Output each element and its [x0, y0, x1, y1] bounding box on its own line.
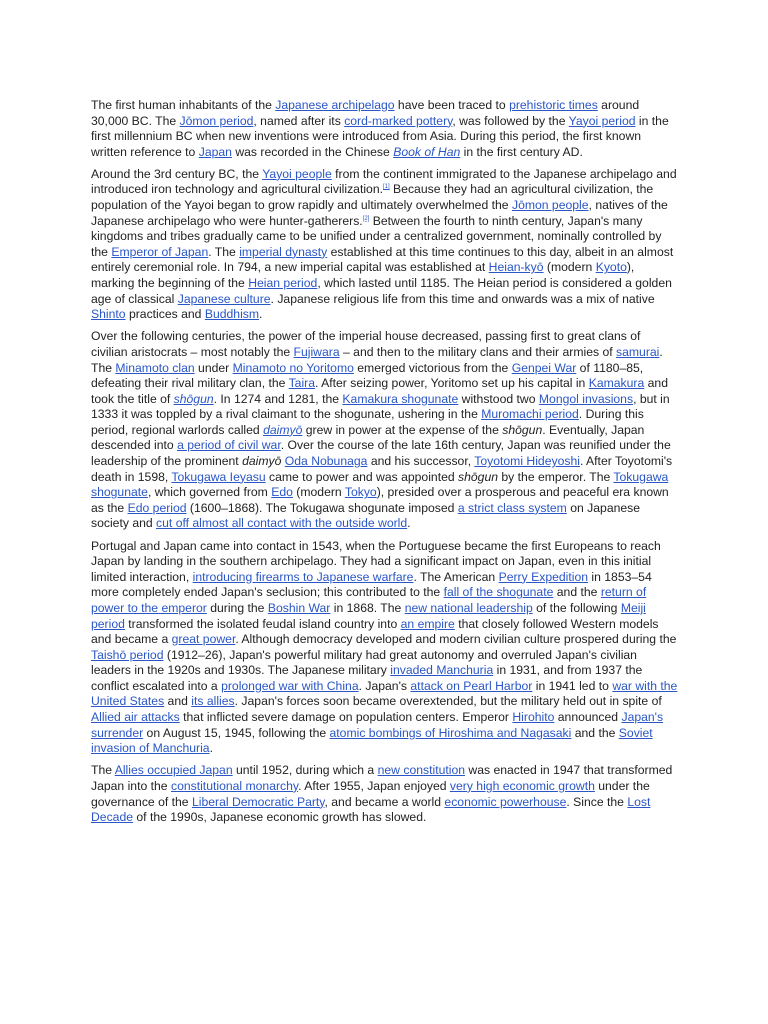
article-link[interactable]: Toyotomi Hideyoshi [474, 454, 580, 469]
article-link[interactable]: fall of the shogunate [443, 585, 554, 600]
article-link[interactable]: Shinto [91, 307, 126, 322]
article-link[interactable]: Perry Expedition [498, 569, 589, 584]
body-text: . The American [413, 569, 499, 584]
body-text: Between the fourth to ninth century, Japan's many kingdoms and tribes gradually came to be unified under a centralized government, nominally controlled by the [91, 213, 662, 259]
body-text: , which lasted until 1185. The Heian period is considered a golden age of classical [91, 276, 672, 306]
article-link[interactable]: great power [171, 632, 236, 647]
italic-text: daimyō [242, 454, 282, 469]
article-link[interactable]: samurai [616, 344, 660, 359]
body-text: Because they had an agricultural civilization, the population of the Yayoi began to grow rapidly and ultimately overwhelmed the [91, 182, 654, 213]
body-text: , was followed by the [452, 113, 569, 128]
article-link[interactable]: Buddhism [204, 307, 260, 322]
article-link[interactable]: Kamakura shogunate [342, 391, 459, 406]
body-text: until 1952, during which a [232, 763, 378, 778]
article-link[interactable]: Meiji period [91, 600, 646, 631]
article-link[interactable]: a strict class system [457, 500, 567, 515]
article-link[interactable]: Kyoto [595, 260, 627, 275]
body-text: of the following [532, 600, 621, 615]
article-link[interactable]: Fujiwara [293, 344, 340, 359]
body-text: on August 15, 1945, following the [143, 725, 330, 740]
article-link[interactable]: Japanese culture [177, 291, 271, 306]
article-link[interactable]: its allies [191, 694, 235, 709]
body-text: under [194, 360, 233, 375]
article-link[interactable]: Mongol invasions [538, 391, 634, 406]
article-link[interactable]: Allies occupied Japan [114, 763, 233, 778]
paragraph-5 [91, 763, 679, 825]
article-link[interactable]: Japan [198, 144, 232, 159]
article-link[interactable]: shōgun [173, 391, 214, 406]
article-link[interactable]: Book of Han [393, 144, 461, 159]
body-text: . Japanese religious life from this time and onwards was a mix of native [270, 291, 655, 306]
article-link[interactable]: very high economic growth [449, 778, 595, 793]
paragraph-1 [91, 98, 679, 160]
body-text: The [91, 763, 115, 778]
article-link[interactable]: Minamoto no Yoritomo [232, 360, 354, 375]
body-text: , and became a world [324, 794, 445, 809]
body-text: . [407, 516, 411, 531]
body-text: . [259, 307, 263, 322]
article-link[interactable]: new national leadership [404, 600, 533, 615]
article-link[interactable]: daimyō [263, 422, 303, 437]
article-link[interactable]: cord-marked pottery [344, 113, 453, 128]
body-text: . Although democracy developed and modern civilian culture prospered during the [235, 632, 677, 647]
body-text: (modern [543, 260, 596, 275]
article-link[interactable]: Taishō period [91, 647, 164, 662]
paragraph-2 [91, 167, 679, 323]
article-link[interactable]: Tokugawa Ieyasu [171, 469, 266, 484]
body-text: Portugal and Japan came into contact in 1543, when the Portuguese became the first Europeans to reach Japan by landing in the southern archipelago. They had a significant impact on Japan, even in this initial limited interaction, [91, 538, 661, 584]
body-text: . The [208, 244, 240, 259]
body-text: . In 1274 and 1281, the [213, 391, 343, 406]
article-link[interactable]: Emperor of Japan [111, 244, 209, 259]
article-link[interactable]: attack on Pearl Harbor [410, 678, 533, 693]
body-text: (modern [292, 485, 345, 500]
italic-text: shōgun [502, 422, 543, 437]
body-text: . Japan's forces soon became overextended, but the military held out in spite of [234, 694, 662, 709]
article-link[interactable]: Liberal Democratic Party [191, 794, 325, 809]
body-text: under the governance of the [91, 778, 650, 809]
body-text: ), marking the beginning of the [91, 260, 635, 291]
body-text: practices and [125, 307, 205, 322]
body-text: during the [206, 600, 268, 615]
body-text: (1600–1868). The Tokugawa shogunate imposed [186, 500, 458, 515]
body-text: and the [571, 725, 619, 740]
body-text: ), presided over a prosperous and peaceful era known as the [91, 485, 669, 515]
article-link[interactable]: Yayoi period [568, 113, 636, 128]
body-text: of 1180–85, defeating their rival military clan, the [91, 360, 644, 391]
paragraph-3 [91, 329, 679, 532]
body-text: – and then to the military clans and their armies of [339, 344, 617, 359]
body-text: The first human inhabitants of the [91, 98, 276, 112]
body-text: by the emperor. The [498, 469, 614, 484]
article-body [91, 98, 679, 832]
body-text: . After Toyotomi's death in 1598, [91, 454, 673, 484]
body-text: , but in 1333 it was toppled by a rival claimant to the shogunate, ushering in the [91, 391, 670, 422]
article-link[interactable]: atomic bombings of Hiroshima and Nagasaki [329, 725, 572, 740]
body-text: and the [553, 585, 601, 600]
body-text: (1912–26), Japan's powerful military had great autonomy and overruled Japan's civilian leaders in the 1920s and 1930s. The Japanese military [91, 647, 637, 678]
body-text: was recorded in the Chinese [231, 144, 394, 159]
body-text: in 1868. The [330, 600, 405, 615]
body-text: emerged victorious from the [353, 360, 512, 375]
article-link[interactable]: Tokugawa shogunate [91, 469, 669, 500]
body-text: was enacted in 1947 that transformed Japan into the [91, 763, 673, 793]
body-text: . Over the course of the late 16th century, Japan was reunified under the leadership of the prominent [91, 438, 671, 469]
article-link[interactable]: Edo [271, 485, 293, 500]
article-link[interactable]: Jōmon people [511, 198, 589, 213]
article-link[interactable]: Taira [288, 376, 315, 391]
body-text: and his successor, [367, 454, 475, 469]
body-text: in 1853–54 more completely ended Japan's seclusion; this contributed to the [91, 569, 652, 600]
body-text: in the first century AD. [460, 144, 583, 159]
paragraph-4 [91, 539, 679, 757]
article-link[interactable]: Oda Nobunaga [284, 454, 368, 469]
body-text: in the first millennium BC when new inventions were introduced from Asia. During this period, the first known written reference to [91, 113, 669, 159]
article-link[interactable]: introducing firearms to Japanese warfare [192, 569, 414, 584]
article-link[interactable]: Jōmon period [179, 113, 254, 128]
body-text: . After seizing power, Yoritomo set up his capital in [315, 376, 589, 391]
body-text: . [209, 741, 213, 756]
body-text: and [164, 694, 192, 709]
article-link[interactable]: Allied air attacks [91, 710, 180, 725]
article-link[interactable]: Boshin War [267, 600, 331, 615]
body-text: announced [554, 710, 622, 725]
article-link[interactable]: Heian-kyō [488, 260, 544, 275]
article-link[interactable]: Soviet invasion of Manchuria [91, 725, 653, 756]
article-link[interactable]: imperial dynasty [239, 244, 328, 259]
article-link[interactable]: Yayoi people [262, 166, 332, 181]
article-link[interactable]: cut off almost all contact with the outside world [156, 516, 408, 531]
body-text: of the 1990s, Japanese economic growth has slowed. [133, 810, 427, 825]
article-link[interactable]: economic powerhouse [444, 794, 567, 809]
article-link[interactable]: Kamakura [588, 376, 645, 391]
body-text: in 1931, and from 1937 the conflict escalated into a [91, 663, 643, 693]
body-text: in 1941 led to [532, 678, 613, 693]
body-text: . The [91, 344, 663, 375]
article-link[interactable]: prehistoric times [509, 98, 598, 112]
article-link[interactable]: Hirohito [512, 710, 555, 725]
body-text: . During this period, regional warlords called [91, 407, 644, 437]
body-text: Around the 3rd century BC, the [91, 166, 263, 181]
body-text: and took the title of [91, 376, 668, 406]
article-link[interactable]: Minamoto clan [115, 360, 195, 375]
article-link[interactable]: an empire [400, 616, 455, 631]
body-text: on Japanese society and [91, 500, 641, 531]
article-link[interactable]: Tokyo [344, 485, 377, 500]
body-text: grew in power at the expense of the [302, 422, 503, 437]
body-text: that closely followed Western models and became a [91, 616, 659, 647]
body-text: . After 1955, Japan enjoyed [298, 778, 450, 793]
article-link[interactable]: Edo period [127, 500, 187, 515]
body-text: around 30,000 BC. The [91, 98, 640, 128]
article-link[interactable]: Japan's surrender [91, 710, 664, 740]
body-text: established at this time continues to this day, albeit in an almost entirely ceremonial role. In 794, a new imperial capital was established at [91, 244, 674, 275]
article-link[interactable]: new constitution [377, 763, 466, 778]
body-text: came to power and was appointed [265, 469, 459, 484]
article-link[interactable]: war with the United States [91, 678, 678, 709]
article-link[interactable]: constitutional monarchy [170, 778, 299, 793]
article-link[interactable]: a period of civil war [177, 438, 281, 453]
body-text: . Eventually, Japan descended into [91, 422, 645, 453]
body-text: Over the following centuries, the power of the imperial house decreased, passing first to great clans of civilian aristocrats – most notably the [91, 329, 641, 359]
article-link[interactable]: prolonged war with China [221, 678, 359, 693]
body-text: , which governed from [147, 485, 272, 500]
article-link[interactable]: invaded Manchuria [390, 663, 494, 678]
body-text: that inflicted severe damage on population centers. Emperor [179, 710, 513, 725]
body-text: , natives of the Japanese archipelago who were hunter-gatherers. [91, 198, 668, 228]
body-text: have been traced to [394, 98, 510, 112]
body-text: from the continent immigrated to the Japanese archipelago and introduced iron technology and agricultural civilization. [91, 166, 677, 197]
citation-link[interactable]: [1] [383, 184, 390, 191]
article-link[interactable]: Genpei War [511, 360, 577, 375]
article-link[interactable]: Heian period [248, 276, 318, 291]
article-link[interactable]: Japanese archipelago [275, 98, 395, 112]
citation-link[interactable]: [2] [362, 215, 370, 222]
body-text: . Since the [566, 794, 628, 809]
article-link[interactable]: return of power to the emperor [91, 585, 647, 615]
italic-text: shōgun [458, 469, 499, 484]
article-link[interactable]: Lost Decade [91, 794, 651, 825]
article-link[interactable]: Muromachi period [481, 407, 579, 422]
body-text: . Japan's [358, 678, 411, 693]
citation [383, 184, 390, 190]
body-text: , named after its [253, 113, 345, 128]
body-text: withstood two [458, 391, 539, 406]
body-text: transformed the isolated feudal island country into [124, 616, 401, 631]
